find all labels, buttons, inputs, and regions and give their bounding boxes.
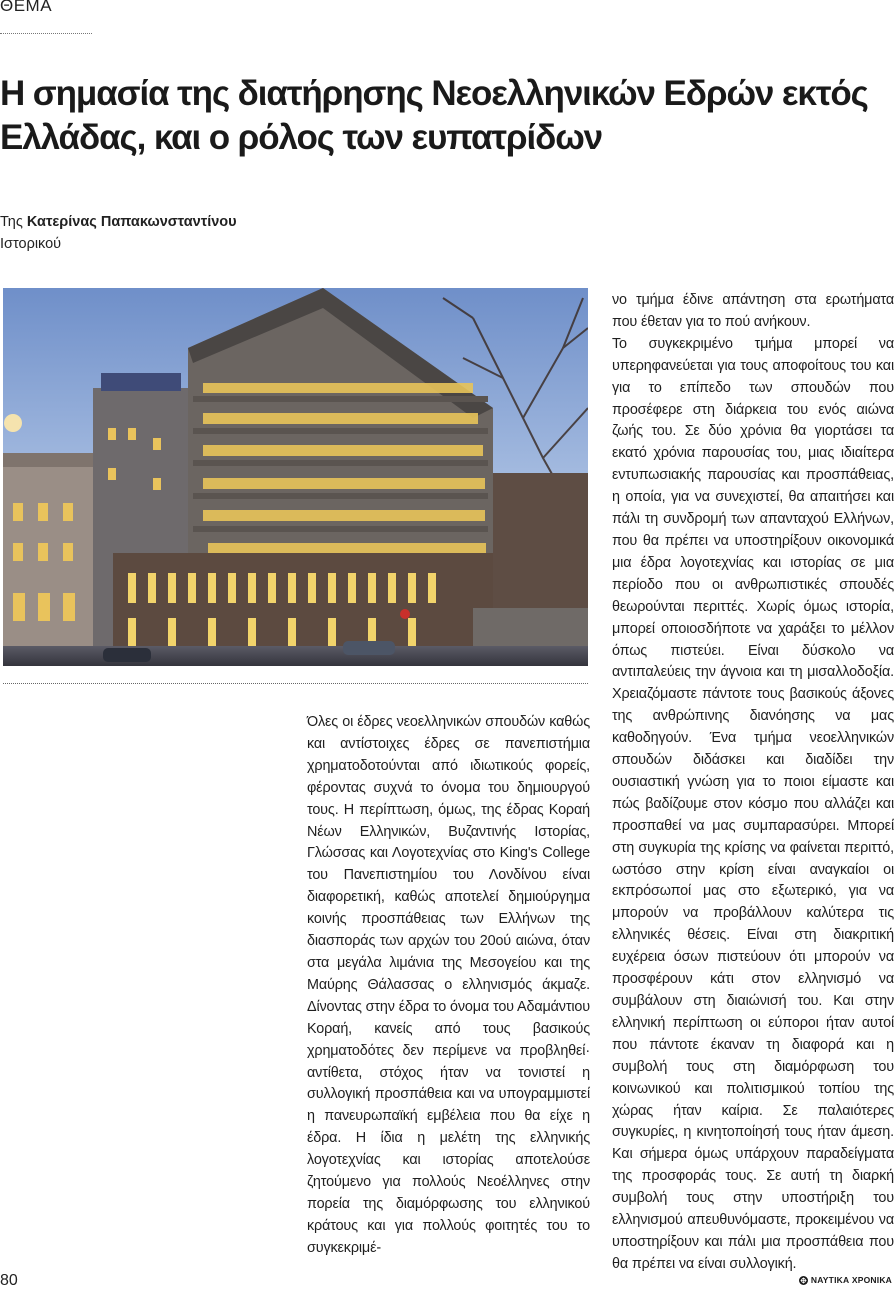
- magazine-name: ΝΑΥΤΙΚΑ ΧΡΟΝΙΚΑ: [810, 1275, 892, 1285]
- byline: [0, 211, 237, 255]
- paragraph: Το συγκεκριμένο τμήμα μπορεί να υπερηφανεύεται για τους αποφοίτους του και για το επίπεδο των σπουδών που προσέφερε στη διάρκεια του ενός αιώνα ζωής του. Σε δύο χρόνια θα γιορτάσει τα εκατό χρόνια παρουσίας του, μιας ιδιαίτερα εντυπωσιακής παρουσίας και προσπάθειας, η οποία, για να συνεχιστεί, θα απαιτήσει και πάλι τη συνδρομή των απανταχού Ελλήνων, που θα πρέπει να υποστηρίξουν οικονομικά μια έδρα λογοτεχνίας και ιστορίας σε μια περίοδο που οι ανθρωπιστικές σπουδές θεωρούνται περιττές. Χωρίς όμως ιστορία, μπορεί οποιοσδήποτε να χαράξει το μέλλον όπως πιστεύει. Είναι δύσκολο να αντιπαλεύεις την άγνοια και τη μισαλλοδοξία. Χρειαζόμαστε πάντοτε τους βασικούς άξονες της ανθρώπινης διανόησης να μας καθοδηγούν. Ένα τμήμα νεοελληνικών σπουδών διδάσκει και διαδίδει την ουσιαστική γνώση για το ποιοι είμαστε και πώς βαδίζουμε στον κόσμο που αλλάζει και προσπαθεί να μας συμπαρασύρει. Μπορεί στη συγκυρία της κρίσης να φαίνεται περιττό, ωστόσο στην κρίση είναι αναγκαίοι οι εκπρόσωποί μας στο εξωτερικό, για να μπορούν να προβάλλουν καλύτερα τις ελληνικές θέσεις. Είναι στη διακριτική ευχέρεια όσων πιστεύουν ότι μπορούν να προσφέρουν κάτι στον ελληνισμό να συμβάλουν στη διαιώνισή του. Και στην ελληνική περίπτωση οι εύποροι ήταν αυτοί που πάντοτε έκαναν τη διαφορά και η συμβολή τους στη διαμόρφωση του κοινωνικού και πολιτισμικού τοπίου της χώρας ήταν καίρια. Σε παλαιότερες συγκυρίες, η κινητοποίησή τους ήταν άμεση. Και σήμερα όμως υπάρχουν παραδείγματα της προσφοράς τους. Σε αυτή τη διαρκή συμβολή τους στην υποστήριξη του ελληνισμού απευθυνόμαστε, προκειμένου να υποστηρίξουν και πάλι μια προσπάθεια που θα πρέπει να είναι συλλογική.: [612, 335, 894, 1272]
- photo-divider: [3, 683, 588, 684]
- article-column-left: [307, 712, 590, 1260]
- author-name: Κατερίνας Παπακωνσταντίνου: [26, 214, 237, 230]
- paragraph: Όλες οι έδρες νεοελληνικών σπουδών καθώς και αντίστοιχες έδρες σε πανεπιστήμια χρηματοδοτούνται από ιδιωτικούς φορείς, φέροντας συχνά το όνομα του δημιουργού τους. Η περίπτωση, όμως, της έδρας Κοραή Νέων Ελληνικών, Βυζαντινής Ιστορίας, Γλώσσας και Λογοτεχνίας στο King's College του Πανεπιστημίου του Λονδίνου είναι διαφορετική, καθώς αποτελεί δημιούργημα κοινής προσπάθειας των Ελλήνων της διασποράς των αρχών του 20ού αιώνα, όταν στα μεγάλα λιμάνια της Μεσογείου και της Μαύρης Θάλασσας ο ελληνισμός άκμαζε. Δίνοντας στην έδρα το όνομα του Αδαμάντιου Κοραή, κανείς από τους βασικούς χρηματοδότες δεν περίμενε να προβληθεί· αντίθετα, στόχος ήταν να τονιστεί η συλλογική προσπάθεια και να υπογραμμιστεί η πανευρωπαϊκή εμβέλεια που θα είχε η έδρα. Η ίδια η μελέτη της ελληνικής λογοτεχνίας και ιστορίας αποτελούσε ζητούμενο για πολλούς Νεοέλληνες στην πορεία της διαμόρφωσης του ελληνικού κράτους και για πολλούς φοιτητές του το συγκεκριμέ-: [307, 714, 590, 1256]
- section-divider: [0, 33, 92, 34]
- article-title: Η σημασία της διατήρησης Νεοελληνικών Εδρών εκτός Ελλάδας, και ο ρόλος των ευπατρίδων: [0, 74, 868, 157]
- article-column-right: [612, 290, 894, 1276]
- author-role: Ιστορικού: [0, 236, 62, 252]
- page-number: 80: [0, 1272, 18, 1289]
- section-label: ΘΕΜΑ: [0, 0, 53, 15]
- byline-prefix: Της: [0, 214, 23, 230]
- ship-wheel-icon: [799, 1276, 808, 1285]
- article-photo: [3, 288, 588, 666]
- magazine-brand: [799, 1275, 892, 1285]
- paragraph: νο τμήμα έδινε απάντηση στα ερωτήματα που έθεταν για το πού ανήκουν.: [612, 292, 894, 330]
